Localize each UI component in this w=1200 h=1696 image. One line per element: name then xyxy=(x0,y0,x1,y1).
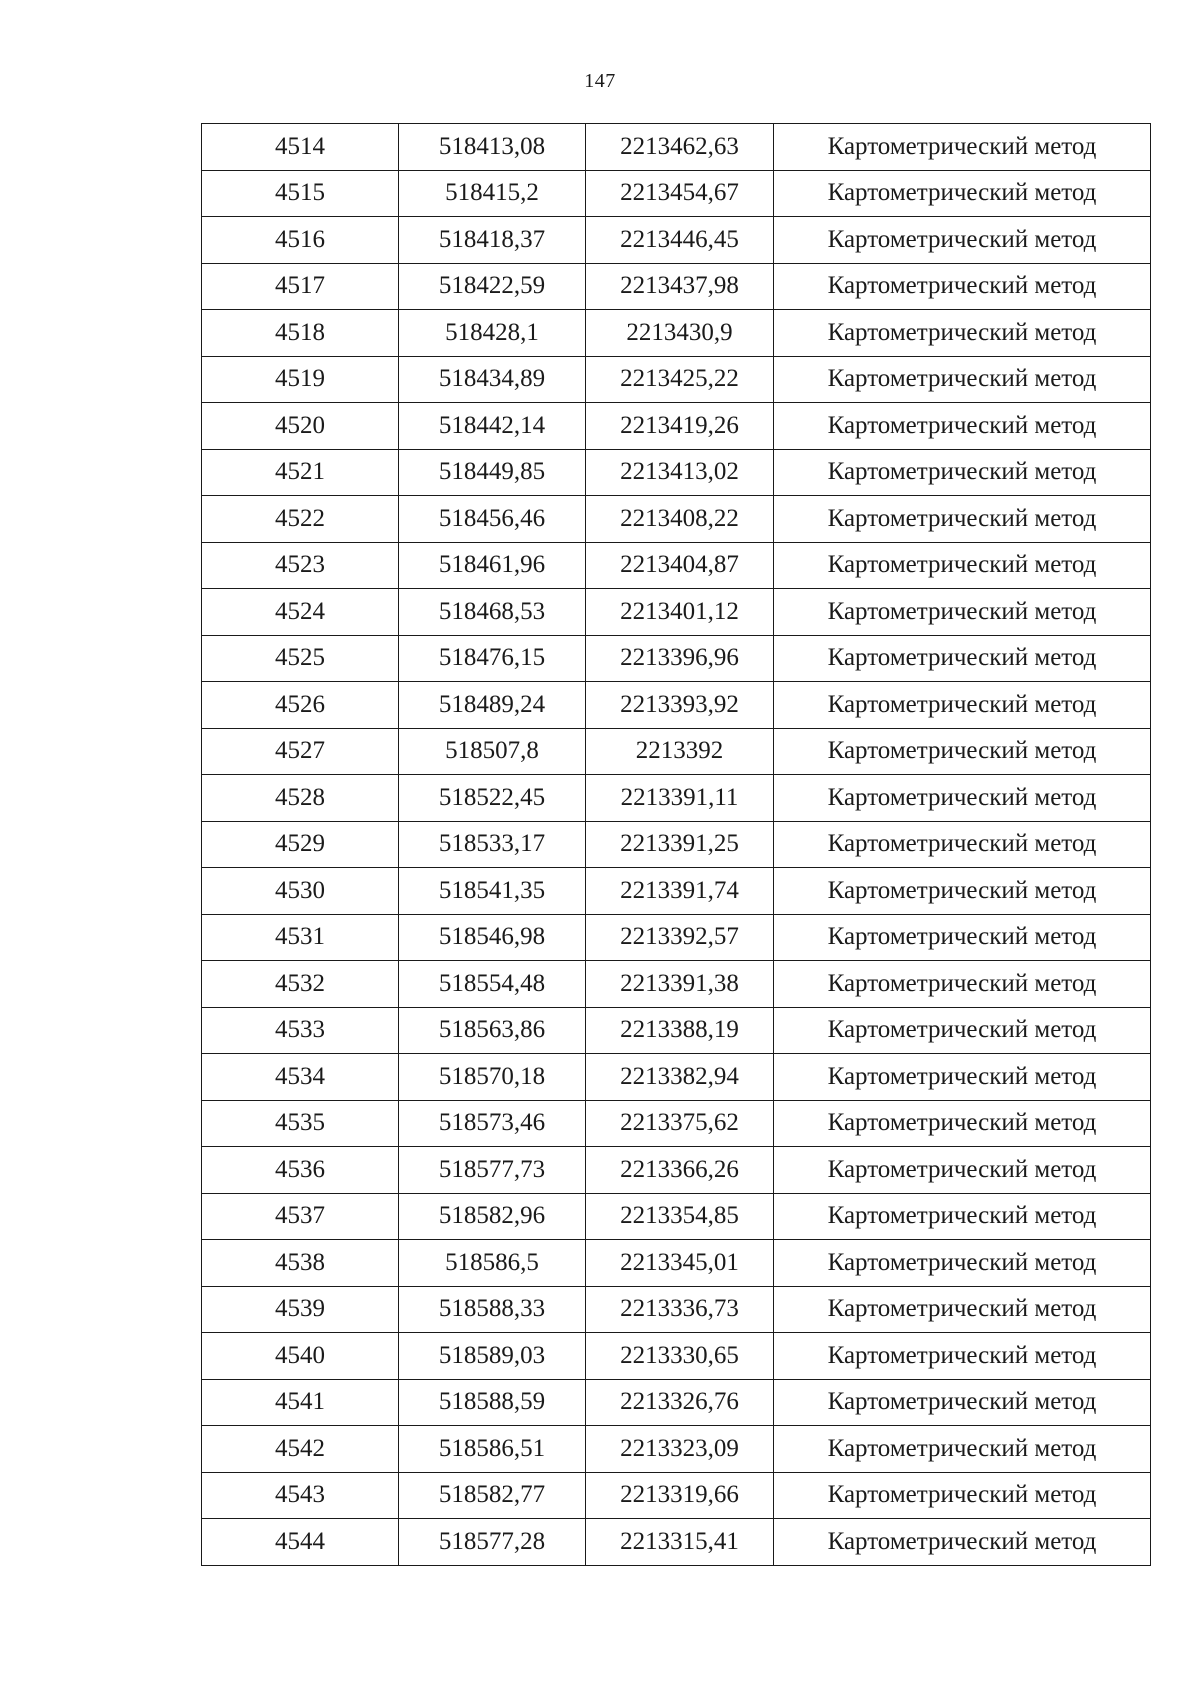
x-coordinate-cell: 518541,35 xyxy=(399,868,586,915)
point-number-cell: 4516 xyxy=(202,217,399,264)
table-row xyxy=(202,170,1151,217)
table-row xyxy=(202,728,1151,775)
table-row xyxy=(202,310,1151,357)
x-coordinate-cell: 518582,77 xyxy=(399,1472,586,1519)
x-coordinate-cell: 518573,46 xyxy=(399,1100,586,1147)
method-cell: Картометрический метод xyxy=(774,542,1151,589)
y-coordinate-cell: 2213425,22 xyxy=(586,356,774,403)
x-coordinate-cell: 518415,2 xyxy=(399,170,586,217)
x-coordinate-cell: 518589,03 xyxy=(399,1333,586,1380)
method-cell: Картометрический метод xyxy=(774,1333,1151,1380)
method-cell: Картометрический метод xyxy=(774,1426,1151,1473)
y-coordinate-cell: 2213319,66 xyxy=(586,1472,774,1519)
table-row xyxy=(202,403,1151,450)
y-coordinate-cell: 2213404,87 xyxy=(586,542,774,589)
x-coordinate-cell: 518489,24 xyxy=(399,682,586,729)
x-coordinate-cell: 518588,59 xyxy=(399,1379,586,1426)
x-coordinate-cell: 518422,59 xyxy=(399,263,586,310)
y-coordinate-cell: 2213462,63 xyxy=(586,124,774,171)
y-coordinate-cell: 2213375,62 xyxy=(586,1100,774,1147)
point-number-cell: 4518 xyxy=(202,310,399,357)
x-coordinate-cell: 518413,08 xyxy=(399,124,586,171)
table-row xyxy=(202,635,1151,682)
point-number-cell: 4544 xyxy=(202,1519,399,1566)
method-cell: Картометрический метод xyxy=(774,356,1151,403)
method-cell: Картометрический метод xyxy=(774,1100,1151,1147)
method-cell: Картометрический метод xyxy=(774,217,1151,264)
table-row xyxy=(202,1379,1151,1426)
x-coordinate-cell: 518418,37 xyxy=(399,217,586,264)
x-coordinate-cell: 518428,1 xyxy=(399,310,586,357)
x-coordinate-cell: 518570,18 xyxy=(399,1054,586,1101)
point-number-cell: 4538 xyxy=(202,1240,399,1287)
y-coordinate-cell: 2213315,41 xyxy=(586,1519,774,1566)
x-coordinate-cell: 518434,89 xyxy=(399,356,586,403)
x-coordinate-cell: 518468,53 xyxy=(399,589,586,636)
point-number-cell: 4531 xyxy=(202,914,399,961)
y-coordinate-cell: 2213401,12 xyxy=(586,589,774,636)
method-cell: Картометрический метод xyxy=(774,682,1151,729)
x-coordinate-cell: 518563,86 xyxy=(399,1007,586,1054)
point-number-cell: 4514 xyxy=(202,124,399,171)
x-coordinate-cell: 518586,51 xyxy=(399,1426,586,1473)
point-number-cell: 4526 xyxy=(202,682,399,729)
point-number-cell: 4530 xyxy=(202,868,399,915)
method-cell: Картометрический метод xyxy=(774,868,1151,915)
point-number-cell: 4535 xyxy=(202,1100,399,1147)
y-coordinate-cell: 2213354,85 xyxy=(586,1193,774,1240)
method-cell: Картометрический метод xyxy=(774,1286,1151,1333)
method-cell: Картометрический метод xyxy=(774,1472,1151,1519)
point-number-cell: 4521 xyxy=(202,449,399,496)
method-cell: Картометрический метод xyxy=(774,1519,1151,1566)
point-number-cell: 4537 xyxy=(202,1193,399,1240)
y-coordinate-cell: 2213393,92 xyxy=(586,682,774,729)
y-coordinate-cell: 2213413,02 xyxy=(586,449,774,496)
point-number-cell: 4533 xyxy=(202,1007,399,1054)
page-number: 147 xyxy=(584,70,616,92)
table-row xyxy=(202,1193,1151,1240)
point-number-cell: 4540 xyxy=(202,1333,399,1380)
method-cell: Картометрический метод xyxy=(774,1193,1151,1240)
point-number-cell: 4520 xyxy=(202,403,399,450)
table-row xyxy=(202,496,1151,543)
method-cell: Картометрический метод xyxy=(774,1379,1151,1426)
point-number-cell: 4527 xyxy=(202,728,399,775)
coordinates-table-body xyxy=(202,124,1151,1566)
x-coordinate-cell: 518577,73 xyxy=(399,1147,586,1194)
table-row xyxy=(202,868,1151,915)
y-coordinate-cell: 2213323,09 xyxy=(586,1426,774,1473)
table-row xyxy=(202,124,1151,171)
y-coordinate-cell: 2213391,25 xyxy=(586,821,774,868)
method-cell: Картометрический метод xyxy=(774,914,1151,961)
x-coordinate-cell: 518554,48 xyxy=(399,961,586,1008)
x-coordinate-cell: 518546,98 xyxy=(399,914,586,961)
method-cell: Картометрический метод xyxy=(774,496,1151,543)
point-number-cell: 4528 xyxy=(202,775,399,822)
table-row xyxy=(202,542,1151,589)
y-coordinate-cell: 2213419,26 xyxy=(586,403,774,450)
x-coordinate-cell: 518533,17 xyxy=(399,821,586,868)
x-coordinate-cell: 518577,28 xyxy=(399,1519,586,1566)
point-number-cell: 4525 xyxy=(202,635,399,682)
point-number-cell: 4539 xyxy=(202,1286,399,1333)
method-cell: Картометрический метод xyxy=(774,728,1151,775)
method-cell: Картометрический метод xyxy=(774,263,1151,310)
method-cell: Картометрический метод xyxy=(774,821,1151,868)
point-number-cell: 4517 xyxy=(202,263,399,310)
point-number-cell: 4532 xyxy=(202,961,399,1008)
y-coordinate-cell: 2213391,74 xyxy=(586,868,774,915)
x-coordinate-cell: 518588,33 xyxy=(399,1286,586,1333)
y-coordinate-cell: 2213326,76 xyxy=(586,1379,774,1426)
table-row xyxy=(202,1054,1151,1101)
x-coordinate-cell: 518522,45 xyxy=(399,775,586,822)
y-coordinate-cell: 2213391,11 xyxy=(586,775,774,822)
y-coordinate-cell: 2213391,38 xyxy=(586,961,774,1008)
method-cell: Картометрический метод xyxy=(774,124,1151,171)
x-coordinate-cell: 518449,85 xyxy=(399,449,586,496)
y-coordinate-cell: 2213388,19 xyxy=(586,1007,774,1054)
y-coordinate-cell: 2213336,73 xyxy=(586,1286,774,1333)
table-row xyxy=(202,1007,1151,1054)
point-number-cell: 4541 xyxy=(202,1379,399,1426)
table-row xyxy=(202,589,1151,636)
table-row xyxy=(202,1426,1151,1473)
y-coordinate-cell: 2213454,67 xyxy=(586,170,774,217)
table-row xyxy=(202,961,1151,1008)
table-row xyxy=(202,821,1151,868)
x-coordinate-cell: 518582,96 xyxy=(399,1193,586,1240)
point-number-cell: 4536 xyxy=(202,1147,399,1194)
x-coordinate-cell: 518461,96 xyxy=(399,542,586,589)
y-coordinate-cell: 2213446,45 xyxy=(586,217,774,264)
table-row xyxy=(202,356,1151,403)
y-coordinate-cell: 2213396,96 xyxy=(586,635,774,682)
y-coordinate-cell: 2213330,65 xyxy=(586,1333,774,1380)
y-coordinate-cell: 2213437,98 xyxy=(586,263,774,310)
y-coordinate-cell: 2213392,57 xyxy=(586,914,774,961)
point-number-cell: 4515 xyxy=(202,170,399,217)
y-coordinate-cell: 2213392 xyxy=(586,728,774,775)
table-row xyxy=(202,1519,1151,1566)
table-row xyxy=(202,775,1151,822)
method-cell: Картометрический метод xyxy=(774,449,1151,496)
point-number-cell: 4529 xyxy=(202,821,399,868)
coordinates-table xyxy=(201,123,1151,1566)
method-cell: Картометрический метод xyxy=(774,1147,1151,1194)
x-coordinate-cell: 518442,14 xyxy=(399,403,586,450)
y-coordinate-cell: 2213430,9 xyxy=(586,310,774,357)
point-number-cell: 4519 xyxy=(202,356,399,403)
method-cell: Картометрический метод xyxy=(774,310,1151,357)
method-cell: Картометрический метод xyxy=(774,775,1151,822)
table-row xyxy=(202,1286,1151,1333)
x-coordinate-cell: 518456,46 xyxy=(399,496,586,543)
x-coordinate-cell: 518586,5 xyxy=(399,1240,586,1287)
method-cell: Картометрический метод xyxy=(774,961,1151,1008)
table-row xyxy=(202,914,1151,961)
method-cell: Картометрический метод xyxy=(774,1007,1151,1054)
method-cell: Картометрический метод xyxy=(774,1054,1151,1101)
method-cell: Картометрический метод xyxy=(774,170,1151,217)
table-row xyxy=(202,1240,1151,1287)
method-cell: Картометрический метод xyxy=(774,635,1151,682)
method-cell: Картометрический метод xyxy=(774,403,1151,450)
point-number-cell: 4534 xyxy=(202,1054,399,1101)
table-row xyxy=(202,217,1151,264)
point-number-cell: 4524 xyxy=(202,589,399,636)
y-coordinate-cell: 2213366,26 xyxy=(586,1147,774,1194)
point-number-cell: 4523 xyxy=(202,542,399,589)
table-row xyxy=(202,1147,1151,1194)
table-row xyxy=(202,682,1151,729)
point-number-cell: 4543 xyxy=(202,1472,399,1519)
table-row xyxy=(202,263,1151,310)
point-number-cell: 4522 xyxy=(202,496,399,543)
point-number-cell: 4542 xyxy=(202,1426,399,1473)
method-cell: Картометрический метод xyxy=(774,1240,1151,1287)
y-coordinate-cell: 2213345,01 xyxy=(586,1240,774,1287)
method-cell: Картометрический метод xyxy=(774,589,1151,636)
x-coordinate-cell: 518507,8 xyxy=(399,728,586,775)
y-coordinate-cell: 2213408,22 xyxy=(586,496,774,543)
table-row xyxy=(202,1472,1151,1519)
table-row xyxy=(202,1100,1151,1147)
table-row xyxy=(202,449,1151,496)
x-coordinate-cell: 518476,15 xyxy=(399,635,586,682)
table-row xyxy=(202,1333,1151,1380)
y-coordinate-cell: 2213382,94 xyxy=(586,1054,774,1101)
